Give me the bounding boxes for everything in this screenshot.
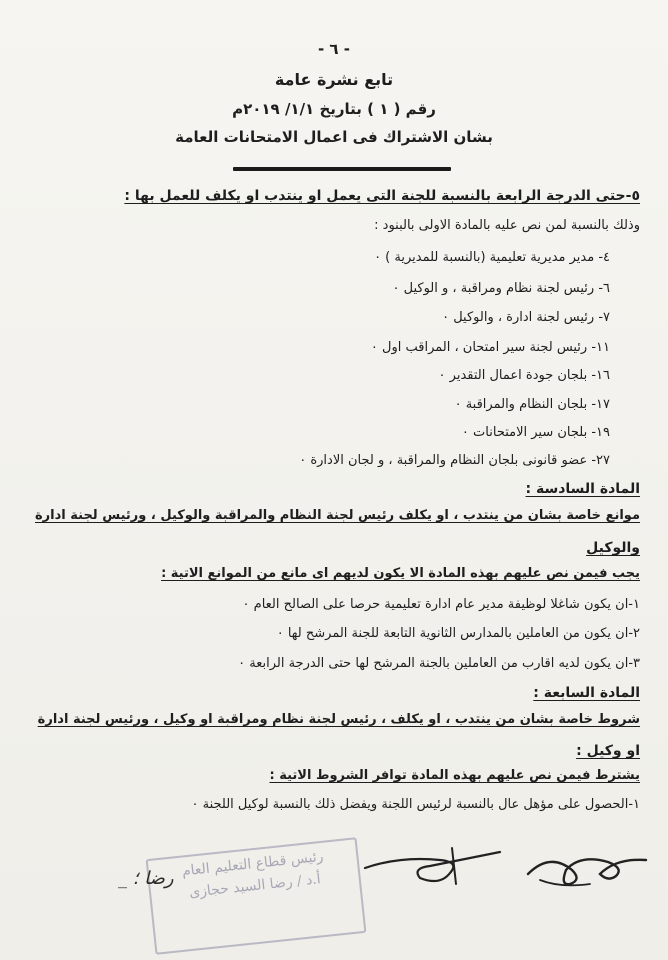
section5-item: ٦- رئيس لجنة نظام ومراقبة ، و الوكيل ٠ bbox=[392, 281, 610, 296]
page-number: - ٦ - bbox=[317, 40, 351, 58]
section5-item: ٧- رئيس لجنة ادارة ، والوكيل ٠ bbox=[442, 310, 610, 325]
stamp-title: رئيس قطاع التعليم العام bbox=[181, 848, 325, 880]
section5-item: ٤- مدير مديرية تعليمية (بالنسبة للمديرية ) ٠ bbox=[374, 250, 610, 265]
article6-item: ٣-ان يكون لديه اقارب من العاملين بالجنة المرشح لها حتى الدرجة الرابعة ٠ bbox=[238, 656, 640, 671]
stamp-name: أ.د / رضا السيد حجازى bbox=[188, 871, 322, 901]
article6-subtitle: موانع خاصة بشان من ينتدب ، او يكلف رئيس لجنة النظام والمراقبة والوكيل ، ورئيس لجنة ادارة bbox=[34, 508, 640, 523]
article6-title: المادة السادسة : bbox=[525, 481, 640, 497]
article6-item: ١-ان يكون شاغلا لوظيفة مدير عام ادارة تعليمية حرصا على الصالح العام ٠ bbox=[242, 597, 640, 612]
article7-item: ١-الحصول على مؤهل عال بالنسبة لرئيس اللجنة ويفضل ذلك بالنسبة لوكيل اللجنة ٠ bbox=[191, 797, 640, 812]
article7-subtitle: شروط خاصة بشان من ينتدب ، او يكلف ، رئيس لجنة نظام ومراقبة او وكيل ، ورئيس لجنة ادارة bbox=[37, 712, 640, 727]
article6-requirement: يجب فيمن نص عليهم بهذه المادة الا يكون لديهم اى مانع من الموانع الاتية : bbox=[161, 566, 640, 581]
article7-subtitle-cont: او وكيل : bbox=[576, 743, 640, 759]
article6-subtitle-cont: والوكيل bbox=[586, 540, 640, 556]
section5-heading: ٥-حتى الدرجة الرابعة بالنسبة للجنة التى يعمل او ينتدب او يكلف للعمل بها : bbox=[124, 188, 640, 204]
handwritten-note: رضا ؛ _ bbox=[118, 868, 174, 889]
article6-item: ٢-ان يكون من العاملين بالمدارس الثانوية التابعة للجنة المرشح لها ٠ bbox=[276, 626, 640, 641]
signature-1 bbox=[360, 838, 510, 898]
section5-item: ٢٧- عضو قانونى بلجان النظام والمراقبة ، و لجان الادارة ٠ bbox=[299, 453, 610, 468]
section5-item: ١٩- بلجان سير الامتحانات ٠ bbox=[461, 425, 610, 440]
section5-item: ١٦- بلجان جودة اعمال التقدير ٠ bbox=[438, 368, 610, 383]
bulletin-title: تابع نشرة عامة bbox=[274, 70, 394, 89]
official-stamp bbox=[146, 837, 367, 955]
article7-requirement: يشترط فيمن نص عليهم بهذه المادة توافر الشروط الاتية : bbox=[269, 768, 640, 783]
signature-2 bbox=[520, 840, 655, 895]
header-divider bbox=[233, 167, 451, 171]
bulletin-number-date: رقم ( ١ ) بتاريخ ١/١/ ٢٠١٩م bbox=[232, 100, 436, 118]
bulletin-subject: بشان الاشتراك فى اعمال الامتحانات العامة bbox=[175, 128, 493, 146]
article7-title: المادة السابعة : bbox=[533, 685, 640, 701]
section5-item: ١٧- بلجان النظام والمراقبة ٠ bbox=[454, 397, 610, 412]
section5-intro: وذلك بالنسبة لمن نص عليه بالمادة الاولى بالبنود : bbox=[374, 218, 640, 233]
section5-item: ١١- رئيس لجنة سير امتحان ، المراقب اول ٠ bbox=[370, 340, 610, 355]
